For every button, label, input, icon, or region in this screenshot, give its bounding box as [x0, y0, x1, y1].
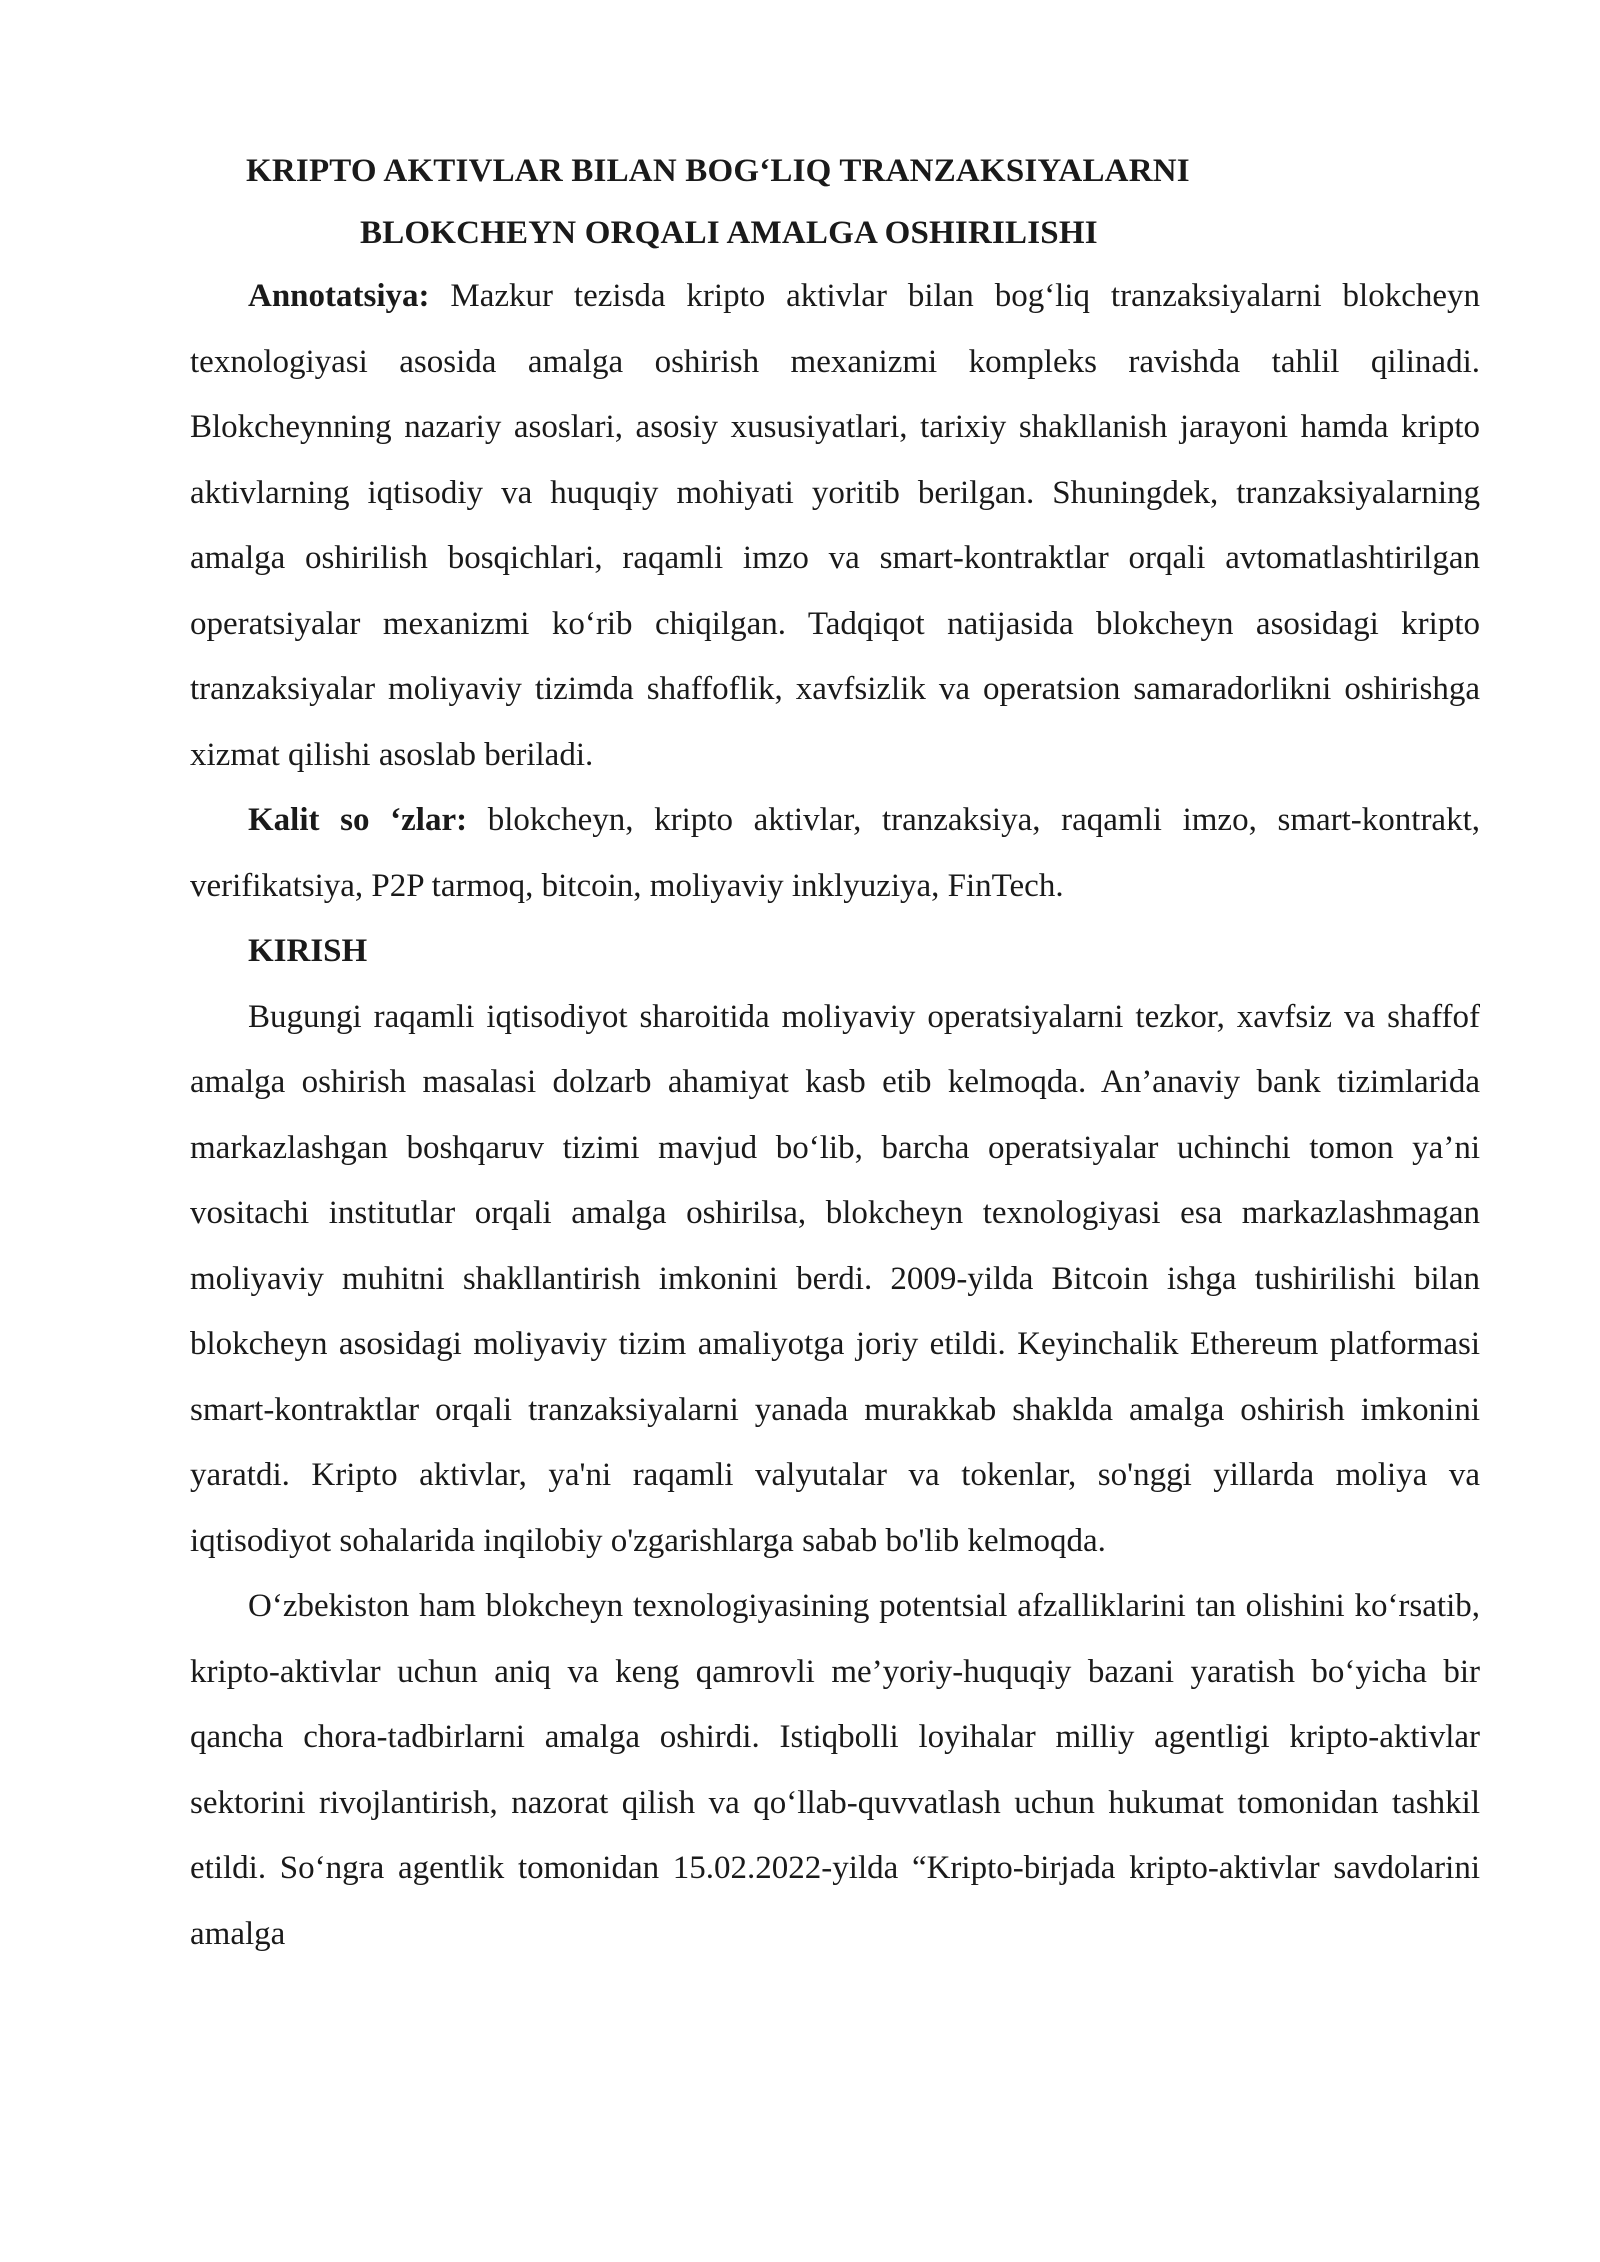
document-title	[190, 140, 1480, 264]
keywords-text: blokcheyn, kripto aktivlar, tranzaksiya, raqamli imzo, smart-kontrakt, verifikatsiya, P2P tarmoq, bitcoin, moliyaviy inklyuziya, FinTech.	[190, 802, 1480, 904]
keywords-label: Kalit so ‘zlar:	[248, 802, 468, 838]
title-line-2: BLOKCHEYN ORQALI AMALGA OSHIRILISHI	[360, 215, 1098, 251]
intro-paragraph-2: O‘zbekiston ham blokcheyn texnologiyasining potentsial afzalliklarini tan olishini ko‘rsatib, kripto-aktivlar uchun aniq va keng qamrovli me’yoriy-huquqiy bazani yaratish bo‘yicha bir qancha chora-tadbirlarni amalga oshirdi. Istiqbolli loyihalar milliy agentligi kripto-aktivlar sektorini rivojlantirish, nazorat qilish va qo‘llab-quvvatlash uchun hukumat tomonidan tashkil etildi. So‘ngra agentlik tomonidan 15.02.2022-yilda “Kripto-birjada kripto-aktivlar savdolarini amalga	[190, 1588, 1480, 1952]
section-heading-kirish: KIRISH	[248, 933, 368, 969]
document-body	[190, 140, 1480, 1967]
keywords-paragraph	[190, 788, 1480, 919]
intro-paragraph-1: Bugungi raqamli iqtisodiyot sharoitida moliyaviy operatsiyalarni tezkor, xavfsiz va shaffof amalga oshirish masalasi dolzarb ahamiyat kasb etib kelmoqda. An’anaviy bank tizimlarida markazlashgan boshqaruv tizimi mavjud bo‘lib, barcha operatsiyalar uchinchi tomon ya’ni vositachi institutlar orqali amalga oshirilsa, blokcheyn texnologiyasi esa markazlashmagan moliyaviy muhitni shakllantirish imkonini berdi. 2009-yilda Bitcoin ishga tushirilishi bilan blokcheyn asosidagi moliyaviy tizim amaliyotga joriy etildi. Keyinchalik Ethereum platformasi smart-kontraktlar orqali tranzaksiyalarni yanada murakkab shaklda amalga oshirish imkonini yaratdi. Kripto aktivlar, ya'ni raqamli valyutalar va tokenlar, so'nggi yillarda moliya va iqtisodiyot sohalarida inqilobiy o'zgarishlarga sabab bo'lib kelmoqda.	[190, 998, 1480, 1559]
abstract-text: Mazkur tezisda kripto aktivlar bilan bog‘liq tranzaksiyalarni blokcheyn texnologiyasi asosida amalga oshirish mexanizmi kompleks ravishda tahlil qilinadi. Blokcheynning nazariy asoslari, asosiy xususiyatlari, tarixiy shakllanish jarayoni hamda kripto aktivlarning iqtisodiy va huquqiy mohiyati yoritib berilgan. Shuningdek, tranzaksiyalarning amalga oshirilish bosqichlari, raqamli imzo va smart-kontraktlar orqali avtomatlashtirilgan operatsiyalar mexanizmi ko‘rib chiqilgan. Tadqiqot natijasida blokcheyn asosidagi kripto tranzaksiyalar moliyaviy tizimda shaffoflik, xavfsizlik va operatsion samaradorlikni oshirishga xizmat qilishi asoslab beriladi.	[190, 278, 1480, 773]
abstract-paragraph	[190, 264, 1480, 788]
abstract-label: Annotatsiya:	[248, 278, 430, 314]
title-line-1: KRIPTO AKTIVLAR BILAN BOG‘LIQ TRANZAKSIYALARNI	[246, 153, 1190, 189]
